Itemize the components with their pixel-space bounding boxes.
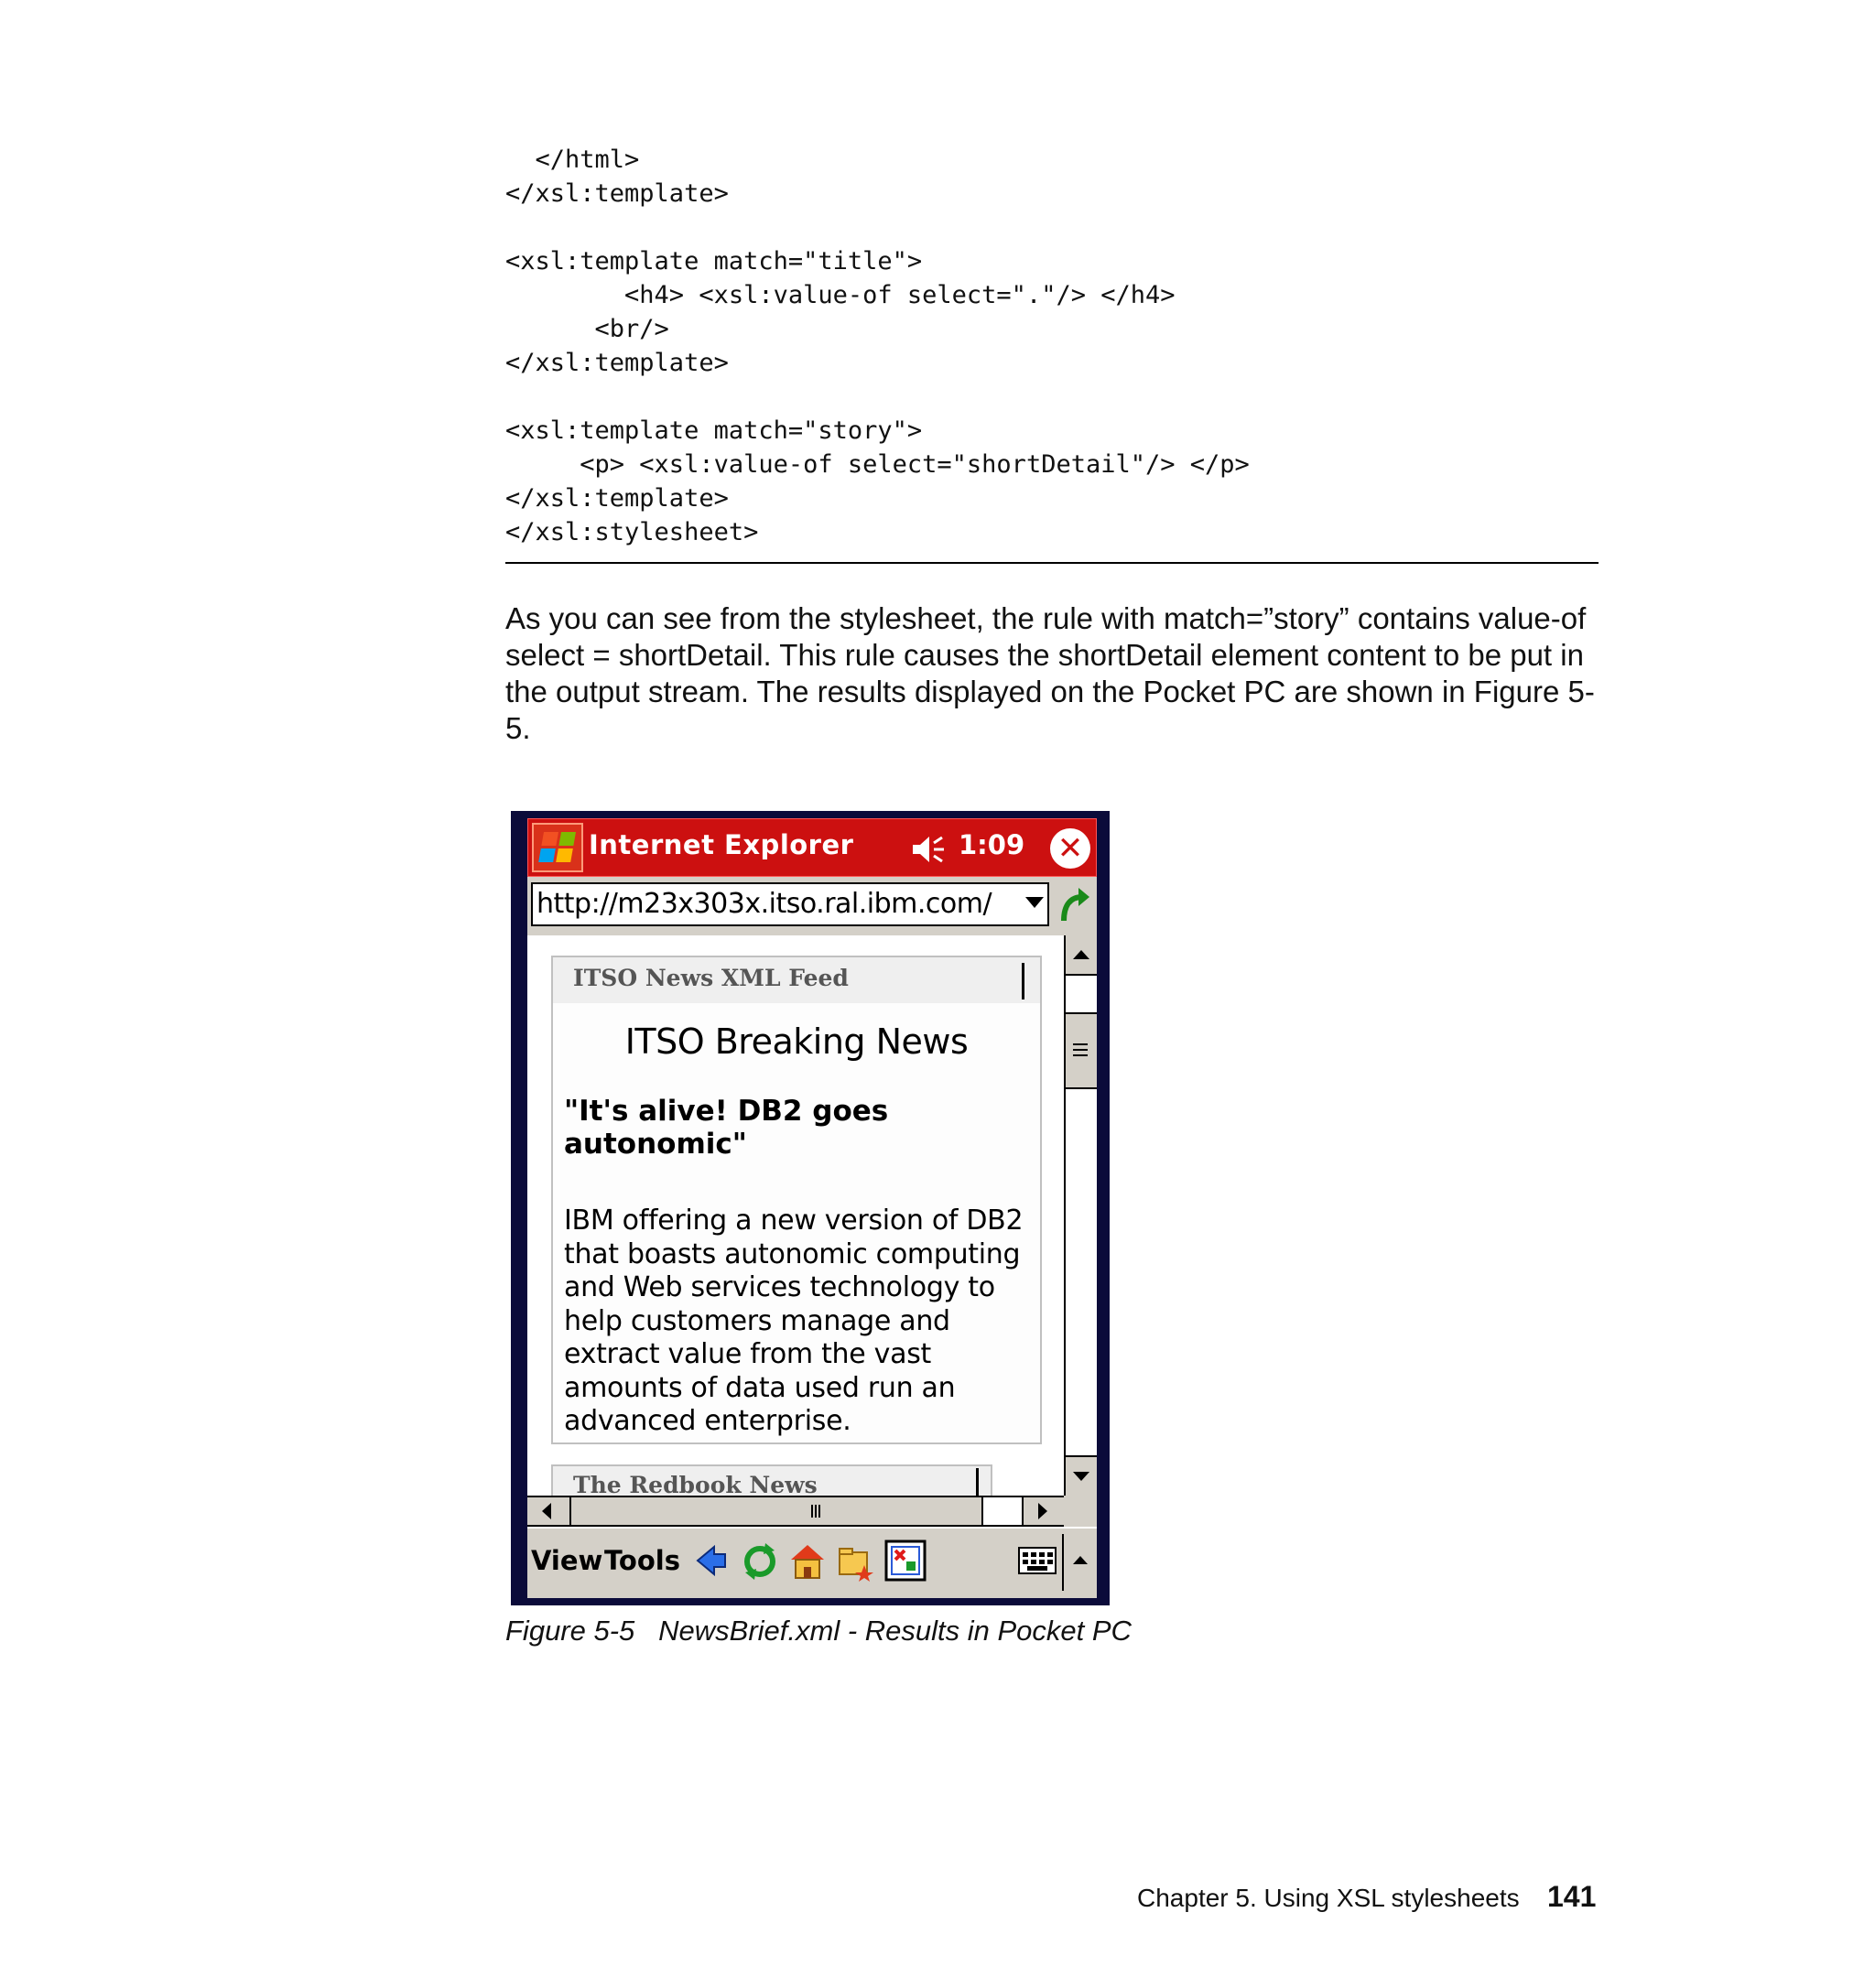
start-button[interactable] bbox=[532, 823, 583, 872]
scroll-right-button[interactable] bbox=[1024, 1497, 1064, 1525]
arrow-up-icon bbox=[1073, 950, 1089, 959]
code-listing: </html> </xsl:template> <xsl:template match="title"> <h4> <xsl:value-of select="."/> </h4> <br/> </xsl:template> <xsl:template match="story"> <p> <xsl:value-of select="shortDetail"/> </p> </xsl:template> </xsl:stylesheet> bbox=[505, 146, 1250, 546]
windows-flag-icon bbox=[538, 832, 577, 863]
next-news-panel bbox=[551, 1464, 992, 1496]
device-screen bbox=[527, 818, 1097, 1598]
menu-tools[interactable]: Tools bbox=[604, 1545, 680, 1576]
home-icon[interactable] bbox=[789, 1540, 826, 1582]
command-bar bbox=[527, 1527, 1097, 1598]
fit-to-screen-icon[interactable] bbox=[884, 1540, 927, 1582]
close-button[interactable]: ✕ bbox=[1050, 828, 1090, 869]
page-heading: ITSO Breaking News bbox=[624, 1021, 969, 1062]
page-number: 141 bbox=[1547, 1880, 1597, 1913]
footer-chapter: Chapter 5. Using XSL stylesheets bbox=[1137, 1884, 1520, 1912]
back-icon[interactable] bbox=[694, 1540, 731, 1582]
input-panel-arrow-icon[interactable] bbox=[1073, 1556, 1088, 1564]
arrow-down-icon bbox=[1073, 1472, 1089, 1481]
scroll-left-button[interactable] bbox=[527, 1497, 571, 1525]
horizontal-scrollbar[interactable] bbox=[527, 1496, 1064, 1527]
feed-title: ITSO News XML Feed bbox=[573, 965, 849, 991]
code-end-rule bbox=[505, 562, 1599, 564]
clock[interactable]: 1:09 bbox=[959, 829, 1025, 860]
scroll-corner bbox=[1064, 1496, 1097, 1527]
body-paragraph: As you can see from the stylesheet, the rule with match=”story” contains value-of select = shortDetail. This rule causes the shortDetail element content to be put in the output stream. The results displayed on the Pocket PC are shown in Figure 5-5. bbox=[505, 601, 1595, 745]
app-title: Internet Explorer bbox=[589, 829, 854, 860]
menu-view[interactable]: View bbox=[531, 1545, 603, 1576]
text-cursor bbox=[1022, 963, 1024, 999]
address-dropdown-icon[interactable] bbox=[1025, 897, 1044, 908]
horizontal-scroll-track[interactable] bbox=[983, 1497, 1024, 1525]
story-detail: IBM offering a new version of DB2 that boasts autonomic computing and Web services technology to help customers manage and extract value from the vast amounts of data used run an advanced enterprise. bbox=[564, 1205, 1024, 1437]
horizontal-scroll-thumb[interactable] bbox=[571, 1497, 983, 1525]
news-feed-panel bbox=[551, 956, 1042, 1444]
vertical-scroll-thumb[interactable] bbox=[1066, 1012, 1097, 1089]
story-title: "It's alive! DB2 goes autonomic" bbox=[564, 1095, 889, 1161]
address-input[interactable] bbox=[531, 882, 1049, 926]
scroll-up-button[interactable] bbox=[1066, 935, 1097, 976]
address-bar bbox=[527, 877, 1097, 935]
figure-caption: Figure 5-5 NewsBrief.xml - Results in Pocket PC bbox=[505, 1615, 1132, 1647]
text-cursor bbox=[976, 1468, 979, 1496]
input-separator bbox=[1062, 1534, 1064, 1591]
page-content bbox=[527, 935, 1064, 1496]
keyboard-icon[interactable] bbox=[1018, 1547, 1057, 1574]
arrow-left-icon bbox=[542, 1503, 551, 1519]
refresh-icon[interactable] bbox=[742, 1540, 778, 1582]
speaker-icon[interactable] bbox=[911, 834, 948, 865]
address-text: http://m23x303x.itso.ral.ibm.com/ bbox=[536, 888, 992, 920]
next-panel-title: The Redbook News bbox=[573, 1472, 818, 1496]
grip-icon bbox=[1073, 1043, 1088, 1045]
go-arrow-icon[interactable] bbox=[1058, 884, 1091, 924]
vertical-scrollbar[interactable] bbox=[1064, 935, 1097, 1496]
title-bar bbox=[527, 818, 1097, 877]
arrow-right-icon bbox=[1038, 1503, 1047, 1519]
panel-header bbox=[553, 957, 1040, 1003]
pocket-pc-screenshot bbox=[511, 811, 1110, 1605]
grip-icon bbox=[811, 1505, 813, 1518]
favorites-icon[interactable] bbox=[837, 1540, 873, 1582]
scroll-down-button[interactable] bbox=[1066, 1455, 1097, 1496]
